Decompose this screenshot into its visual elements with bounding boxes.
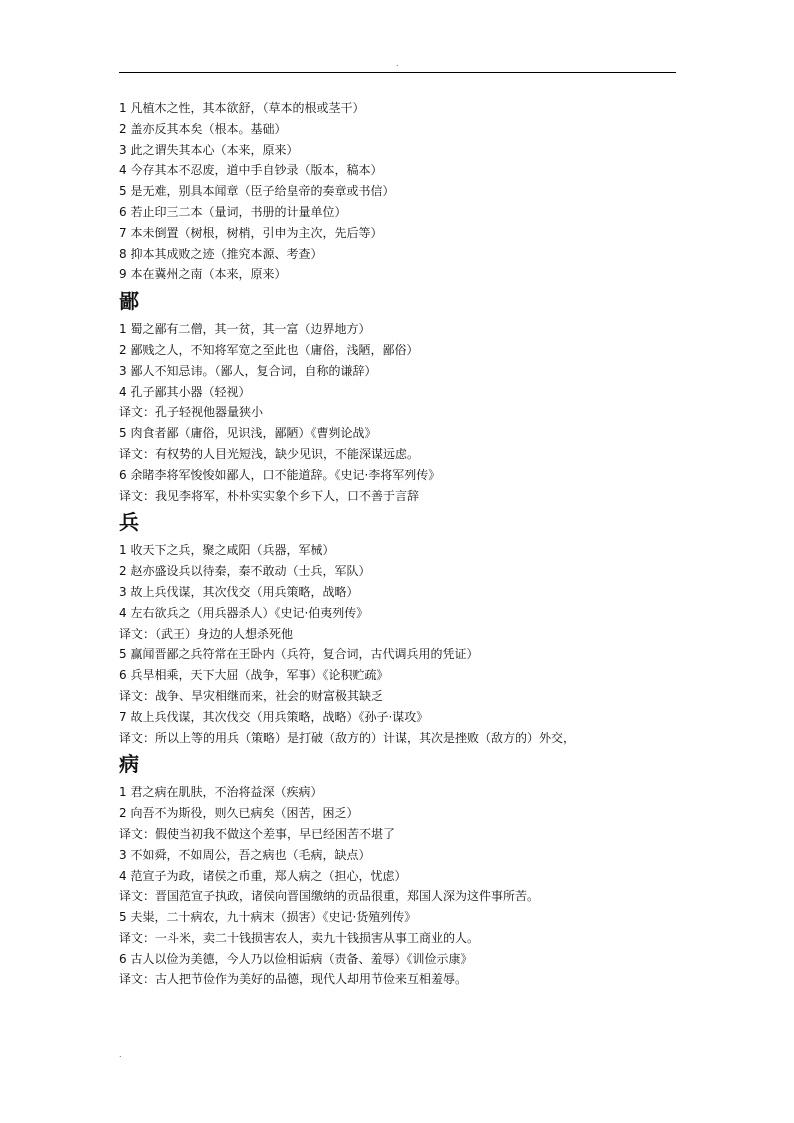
translation-line: 译文：古人把节俭作为美好的品德，现代人却用节俭来互相羞辱。 [119,972,468,987]
entry-line: 3 鄙人不知忌讳。（鄙人，复合词，自称的谦辞） [119,363,377,378]
entry-line: 7 故上兵伐谋，其次伐交（用兵策略，战略）《孙子·谋攻》 [119,709,429,724]
translation-line: 译文：一斗米，卖二十钱损害农人，卖九十钱损害从事工商业的人。 [119,930,480,945]
entry-line: 5 赢闻晋鄙之兵符常在王卧内（兵符，复合词，古代调兵用的凭证） [119,647,479,662]
entry-line: 8 抑本其成败之迹（推究本源、考查） [119,246,323,261]
entry-line: 6 兵旱相乘，天下大屈（战争，军事）《论积贮疏》 [119,668,389,683]
translation-line: 译文：所以上等的用兵（策略）是打破（敌方的）计谋，其次是挫败（敌方的）外交， [119,730,576,745]
entry-line: 1 凡植木之性，其本欲舒，（草本的根或茎干） [119,101,365,115]
entry-line: 2 向吾不为斯役，则久已病矣（困苦，困乏） [119,806,359,821]
translation-line: 译文：假使当初我不做这个差事，早已经困苦不堪了 [119,826,396,841]
entry-line: 2 赵亦盛设兵以待秦，秦不敢动（士兵，军队） [119,564,371,579]
entry-line: 4 范宣子为政，诸侯之币重，郑人病之（担心，忧虑） [119,868,407,883]
entry-line: 5 肉食者鄙（庸俗，见识浅，鄙陋）《曹刿论战》 [119,426,377,441]
entry-line: 5 是无难，别具本闻章（臣子给皇帝的奏章或书信） [119,184,395,199]
entry-line: 9 本在冀州之南（本来，原来） [119,267,287,282]
entry-line: 3 不如舜，不如周公，吾之病也（毛病，缺点） [119,847,371,862]
entry-line: 7 本未倒置（树根，树梢，引申为主次，先后等） [119,225,383,240]
entry-line: 5 夫粜，二十病农，九十病末（损害）《史记·货殖列传》 [119,910,417,925]
entry-line: 6 古人以俭为美德，今人乃以俭相诟病（责备、羞辱）《训俭示康》 [119,951,473,966]
header-mark: . [396,59,399,68]
entry-line: 4 左右欲兵之（用兵器杀人）《史记·伯夷列传》 [119,605,369,620]
translation-line: 译文：有权势的人目光短浅，缺少见识，不能深谋远虑。 [119,446,420,461]
translation-line: 译文：孔子轻视他器量狭小 [119,405,264,420]
document-body [119,98,689,990]
header-rule [119,72,676,73]
entry-line: 4 今存其本不忍废，道中手自钞录（版本，稿本） [119,163,383,178]
entry-line: 4 孔子鄙其小器（轻视） [119,384,251,399]
entry-line: 1 蜀之鄙有二僧，其一贫，其一富（边界地方） [119,322,371,337]
entry-line: 6 余睹李将军悛悛如鄙人，口不能道辞。《史记·李将军列传》 [119,467,441,482]
translation-line: 译文：战争、旱灾相继而来，社会的财富极其缺乏 [119,688,384,703]
section-bing-illness [119,752,689,990]
section-heading: 病 [119,752,139,777]
entry-line: 3 此之谓失其本心（本来，原来） [119,142,299,157]
entry-line: 2 盖亦反其本矣（根本。基础） [119,121,287,136]
entry-line: 6 若止印三二本（量词，书册的计量单位） [119,204,347,219]
footer-mark: . [119,1050,122,1059]
section-heading: 鄙 [119,289,139,314]
section-bing-weapon [119,510,689,748]
translation-line: 译文：晋国范宣子执政，诸侯向晋国缴纳的贡品很重，郑国人深为这件事所苦。 [119,889,540,904]
entry-line: 1 君之病在肌肤，不治将益深（疾病） [119,785,323,800]
translation-line: 译文：我见李将军，朴朴实实象个乡下人，口不善于言辞 [119,488,420,503]
section-ben [119,98,689,285]
entry-line: 1 收天下之兵，聚之咸阳（兵器，军械） [119,543,335,558]
section-heading: 兵 [119,510,139,535]
section-bi [119,289,689,506]
translation-line: 译文：（武王）身边的人想杀死他 [119,626,294,641]
entry-line: 3 故上兵伐谋，其次伐交（用兵策略，战略） [119,584,359,599]
entry-line: 2 鄙贱之人，不知将军宽之至此也（庸俗，浅陋，鄙俗） [119,342,419,357]
